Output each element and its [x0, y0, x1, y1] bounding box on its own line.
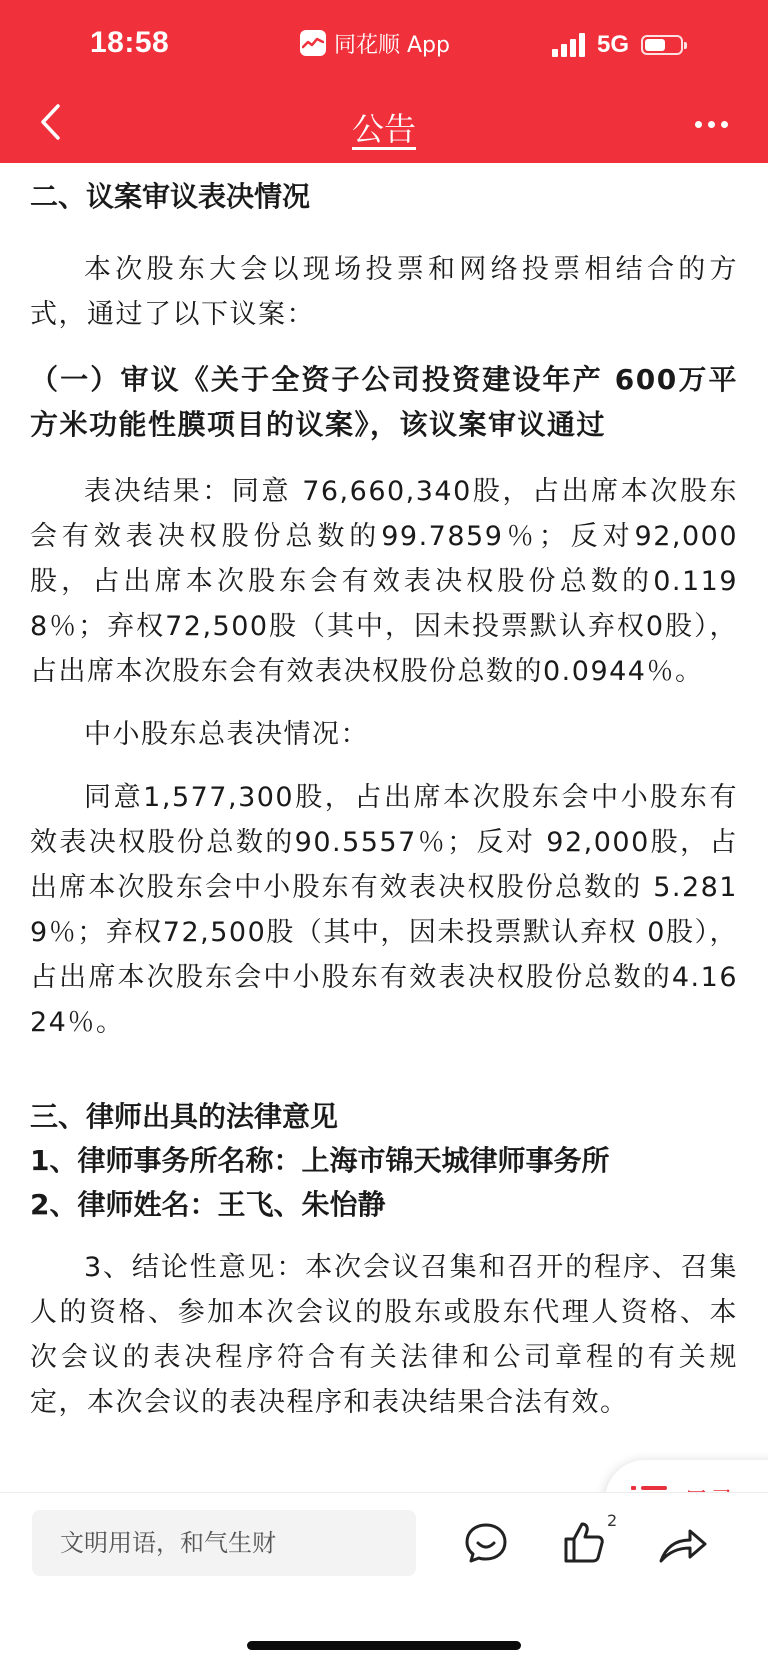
comment-button[interactable]	[464, 1521, 508, 1569]
thumbs-up-icon	[562, 1519, 606, 1565]
status-time: 18:58	[90, 26, 170, 59]
announcement-content[interactable]	[30, 163, 738, 1491]
share-arrow-icon	[658, 1523, 708, 1565]
share-button[interactable]	[658, 1523, 708, 1569]
section-heading-three: 三、律师出具的法律意见	[30, 1100, 339, 1133]
app-logo-icon	[300, 30, 326, 56]
bottom-bar	[0, 1492, 768, 1663]
comment-input[interactable]	[32, 1510, 416, 1576]
signal-icon	[552, 33, 585, 57]
conclusion-paragraph: 3、结论性意见：本次会议召集和召开的程序、召集人的资格、参加本次会议的股东或股东代理人资格、本次会议的表决程序符合有关法律和公司章程的有关规定，本次会议的表决程序和表决结果合法有效。	[30, 1252, 738, 1418]
network-type: 5G	[597, 31, 630, 58]
intro-paragraph: 本次股东大会以现场投票和网络投票相结合的方式，通过了以下议案：	[30, 254, 738, 330]
page-title: 公告	[351, 110, 416, 148]
comment-bubble-icon	[464, 1521, 508, 1565]
more-dots-icon	[695, 121, 702, 128]
app-header	[0, 0, 768, 163]
section-heading-two: 二、议案审议表决情况	[30, 180, 311, 213]
status-app-indicator[interactable]	[300, 28, 450, 58]
like-count: 2	[607, 1511, 618, 1530]
minority-result-paragraph: 同意1,577,300股，占出席本次股东会中小股东有效表决权股份总数的90.5557％；反对 92,000股，占出席本次股东会中小股东有效表决权股份总数的 5.2819％；弃权72,500股（其中，因未投票默认弃权 0股），占出席本次股东会中小股东有效表决权股份总数的4.1624％。	[30, 782, 738, 1038]
minority-label: 中小股东总表决情况：	[84, 719, 369, 750]
status-app-name: 同花顺 App	[334, 32, 450, 58]
like-button[interactable]	[562, 1519, 606, 1569]
more-button[interactable]	[686, 112, 736, 136]
motion-title: （一）审议《关于全资子公司投资建设年产 600万平方米功能性膜项目的议案》，该议案审议通过	[30, 363, 738, 441]
vote-result-paragraph: 表决结果：同意 76,660,340股，占出席本次股东会有效表决权股份总数的99.7859％；反对92,000股，占出席本次股东会有效表决权股份总数的0.1198％；弃权72,500股（其中，因未投票默认弃权0股），占出席本次股东会有效表决权股份总数的0.0944％。	[30, 476, 738, 687]
law-firm-line: 1、律师事务所名称：上海市锦天城律师事务所	[30, 1144, 610, 1177]
battery-icon	[641, 35, 683, 55]
lawyers-line: 2、律师姓名：王飞、朱怡静	[30, 1188, 386, 1221]
status-indicators	[552, 30, 683, 60]
home-indicator	[247, 1641, 521, 1650]
